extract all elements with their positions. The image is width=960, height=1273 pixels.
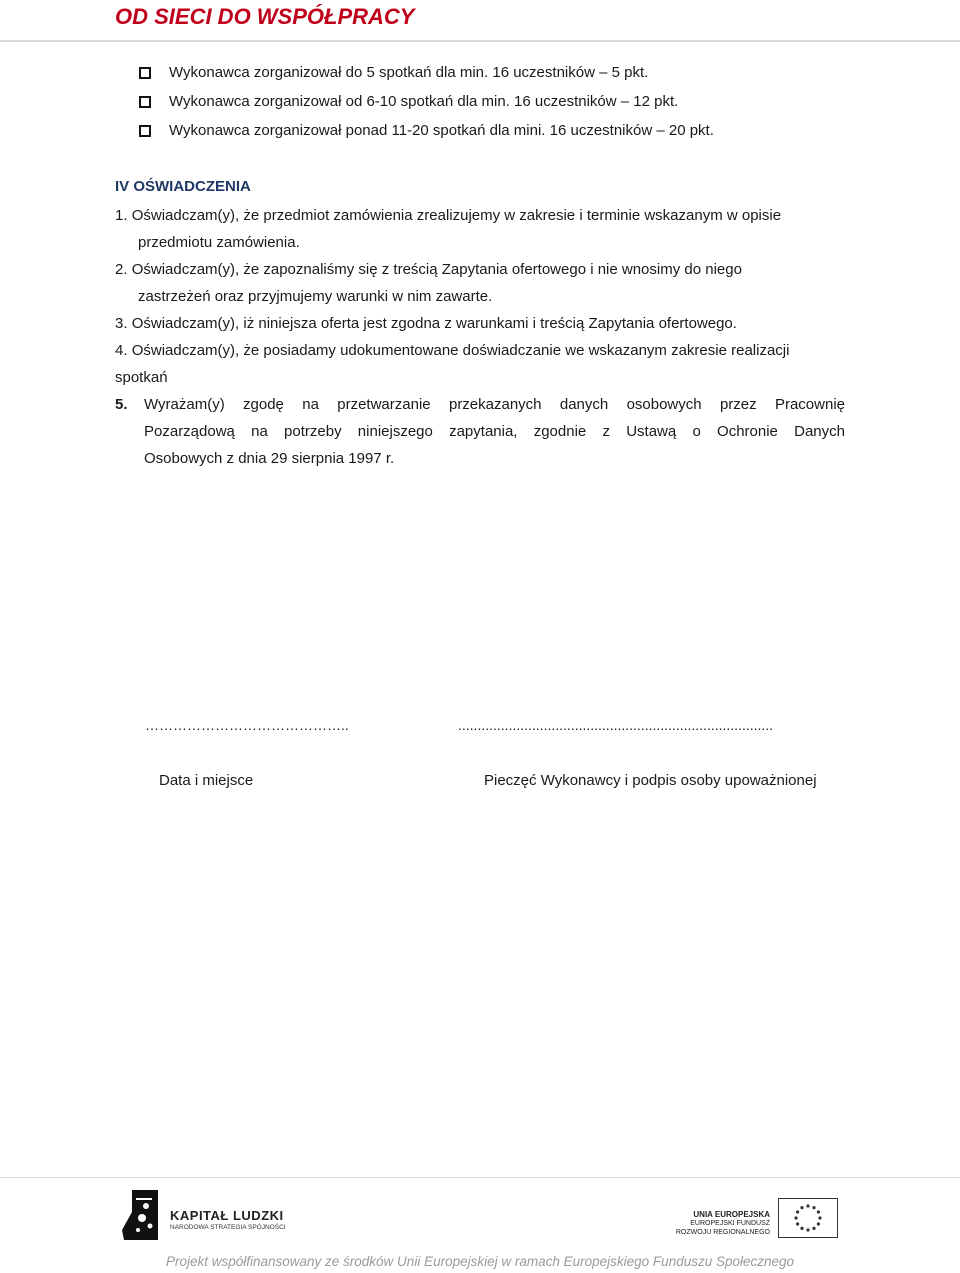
eu-fund-line-2: ROZWOJU REGIONALNEGO (675, 1229, 770, 1236)
eu-fund-line-1: EUROPEJSKI FUNDUSZ (690, 1220, 770, 1227)
footer-divider (0, 1177, 960, 1178)
statement-1-line-2: przedmiotu zamówienia. (138, 234, 300, 251)
statement-2-line-1 (115, 256, 742, 283)
eu-logo (672, 1196, 842, 1240)
statement-5-line-2: Pozarządową na potrzeby niniejszego zapytania, zgodnie z Ustawą o Ochronie Danych (144, 423, 845, 440)
statement-3-line-1 (115, 310, 737, 337)
date-place-dotted-line: …………………………………….. (145, 717, 349, 733)
statement-4-line-1 (115, 337, 789, 364)
checkbox-icon[interactable] (139, 96, 151, 108)
signature-dotted-line: ................................................................................. (458, 717, 774, 733)
kapital-ludzki-logo (122, 1190, 302, 1242)
statement-number: 5. (115, 396, 128, 413)
statement-text: Oświadczam(y), że zapoznaliśmy się z treścią Zapytania ofertowego i nie wnosimy do niego (131, 261, 742, 278)
statement-2-line-2: zastrzeżeń oraz przyjmujemy warunki w nim zawarte. (138, 288, 493, 305)
kapital-ludzki-emblem-icon (122, 1190, 164, 1242)
checkbox-icon[interactable] (139, 67, 151, 79)
checkbox-option-3[interactable] (139, 120, 714, 142)
signature-label: Pieczęć Wykonawcy i podpis osoby upoważnionej (484, 772, 817, 789)
checkbox-icon[interactable] (139, 125, 151, 137)
header-divider (0, 40, 960, 42)
statement-number: 2. (115, 261, 128, 278)
footer-cofinancing-text: Projekt współfinansowany ze środków Unii Europejskiej w ramach Europejskiego Funduszu Społecznego (165, 1254, 795, 1269)
kapital-ludzki-subtitle: NARODOWA STRATEGIA SPÓJNOŚCI (170, 1224, 286, 1231)
checkbox-option-1[interactable] (139, 62, 648, 84)
statement-text: Oświadczam(y), że posiadamy udokumentowane doświadczanie we wskazanym zakresie realizacji (131, 342, 790, 359)
statement-5-line-1: Wyrażam(y) zgodę na przetwarzanie przekazanych danych osobowych przez Pracownię (144, 396, 845, 413)
statement-5-line-3: Osobowych z dnia 29 sierpnia 1997 r. (144, 450, 395, 467)
kapital-ludzki-title: KAPITAŁ LUDZKI (170, 1208, 284, 1223)
checkbox-option-2[interactable] (139, 91, 678, 113)
checkbox-label: Wykonawca zorganizował do 5 spotkań dla min. 16 uczestników – 5 pkt. (169, 64, 649, 81)
statement-text: Oświadczam(y), że przedmiot zamówienia zrealizujemy w zakresie i terminie wskazanym w opisie (131, 207, 782, 224)
eu-name: UNIA EUROPEJSKA (693, 1210, 770, 1219)
date-place-label: Data i miejsce (159, 772, 254, 789)
statement-1-line-1 (115, 202, 781, 229)
checkbox-label: Wykonawca zorganizował od 6-10 spotkań dla min. 16 uczestników – 12 pkt. (169, 93, 679, 110)
section-heading: IV OŚWIADCZENIA (115, 178, 251, 195)
statement-text: Oświadczam(y), iż niniejsza oferta jest zgodna z warunkami i treścią Zapytania ofertowego. (131, 315, 737, 332)
statement-number: 1. (115, 207, 128, 224)
statement-number: 4. (115, 342, 128, 359)
checkbox-label: Wykonawca zorganizował ponad 11-20 spotkań dla mini. 16 uczestników – 20 pkt. (169, 122, 714, 139)
statement-4-line-2: spotkań (115, 369, 168, 386)
eu-flag-icon (778, 1198, 838, 1238)
page-header-title: OD SIECI DO WSPÓŁPRACY (115, 4, 415, 29)
statement-number: 3. (115, 315, 128, 332)
